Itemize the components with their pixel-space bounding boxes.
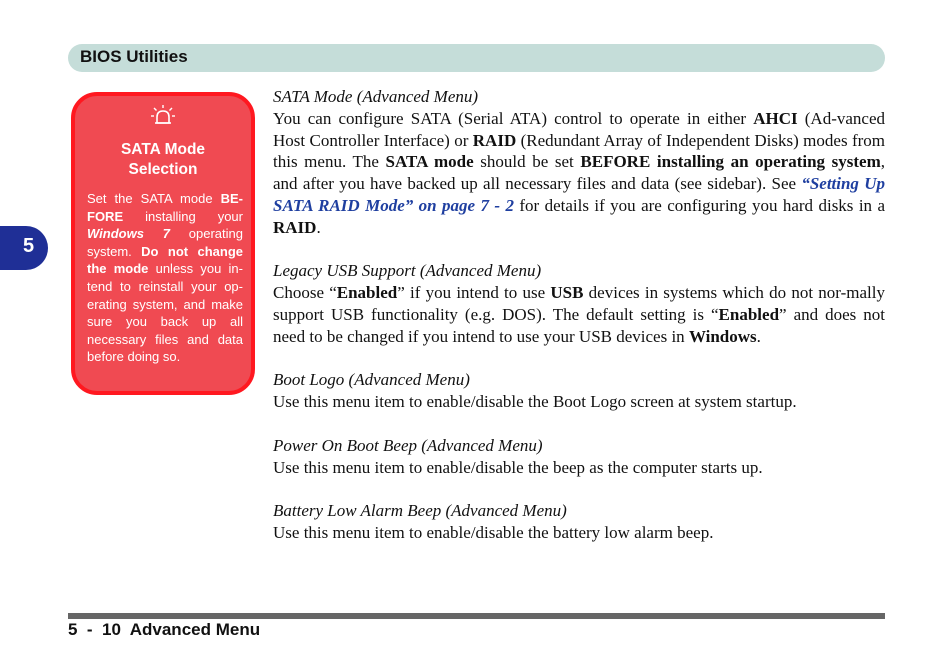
page-header-title: BIOS Utilities: [80, 47, 188, 66]
section-body: [273, 108, 885, 239]
sidebar-bold: BE-FORE: [87, 191, 243, 224]
section-body: Use this menu item to enable/disable the battery low alarm beep.: [273, 522, 714, 542]
section-heading: Power On Boot Beep (Advanced Menu): [273, 435, 543, 455]
sidebar-text: operating system.: [87, 226, 244, 259]
footer-rule: [68, 613, 885, 619]
sidebar-title-line1: SATA Mode: [120, 141, 206, 158]
section-heading: Battery Low Alarm Beep (Advanced Menu): [273, 501, 567, 521]
body-bold: Enabled: [718, 304, 780, 324]
body-bold: AHCI: [753, 108, 798, 128]
section-heading: SATA Mode (Advanced Menu): [273, 87, 479, 106]
body-text: for details if you are configuring you hard disks in a: [513, 195, 885, 215]
header-bar: [68, 44, 885, 72]
body-bold: RAID: [472, 130, 517, 150]
section-heading: Boot Logo (Advanced Menu): [273, 370, 470, 390]
section-power-on-boot-beep: [273, 435, 885, 479]
page-footer: 5 - 10 Advanced Menu: [68, 620, 261, 639]
body-text: ” and does not need to be changed if you intend to use your USB devices in: [273, 304, 885, 346]
sidebar-text: Set the SATA mode: [87, 191, 221, 206]
section-battery-low-alarm-beep: [273, 500, 885, 544]
chapter-tab: [0, 226, 48, 270]
sidebar-text: installing your: [123, 208, 243, 224]
section-heading: Legacy USB Support (Advanced Menu): [273, 261, 542, 281]
body-bold: Enabled: [336, 283, 398, 303]
sidebar-text: unless you in-tend to reinstall your op-erating system, and make sure you back up all necessary files and data before doing so.: [87, 261, 243, 365]
body-text: .: [316, 217, 321, 237]
main-content: [273, 86, 885, 566]
sidebar-os-name: Windows 7: [87, 226, 170, 242]
sidebar-body: [87, 190, 243, 366]
body-text: You can configure SATA (Serial ATA) control to operate in either: [273, 108, 754, 128]
sidebar-title: [75, 140, 251, 180]
sidebar-title-line2: Selection: [128, 161, 198, 178]
section-body: Use this menu item to enable/disable the beep as the computer starts up.: [273, 457, 763, 477]
body-text: (Ad-vanced Host Controller Interface) or: [273, 108, 885, 150]
body-text: , and after you have backed up all necessary files and data (see sidebar). See: [273, 152, 885, 194]
section-boot-logo: [273, 369, 885, 413]
section-body: [273, 282, 885, 347]
body-text: devices in systems which do not nor-mally support USB functionality (e.g. DOS). The default setting is “: [273, 283, 885, 324]
body-bold: BEFORE installing an operating system: [580, 152, 881, 172]
section-sata-mode: [273, 86, 885, 239]
raid-setup-link[interactable]: “Setting Up SATA RAID Mode” on page 7 - 2: [273, 174, 885, 215]
body-bold: Windows: [688, 326, 757, 346]
body-text: Choose “: [273, 283, 337, 303]
body-bold: RAID: [273, 217, 317, 237]
chapter-number: 5: [23, 235, 35, 257]
section-legacy-usb: [273, 260, 885, 347]
sidebar-note: [71, 92, 255, 395]
warning-bell-icon: [150, 104, 176, 130]
body-text: .: [756, 326, 761, 346]
section-body: Use this menu item to enable/disable the Boot Logo screen at system startup.: [273, 392, 797, 412]
body-text: ” if you intend to use: [397, 283, 551, 303]
body-text: should be set: [473, 152, 581, 172]
sidebar-bold: Do not change the mode: [87, 243, 243, 277]
body-bold: USB: [550, 283, 584, 303]
body-text: (Redundant Array of Independent Disks) modes from this menu. The: [273, 130, 886, 172]
body-bold: SATA mode: [385, 152, 474, 172]
